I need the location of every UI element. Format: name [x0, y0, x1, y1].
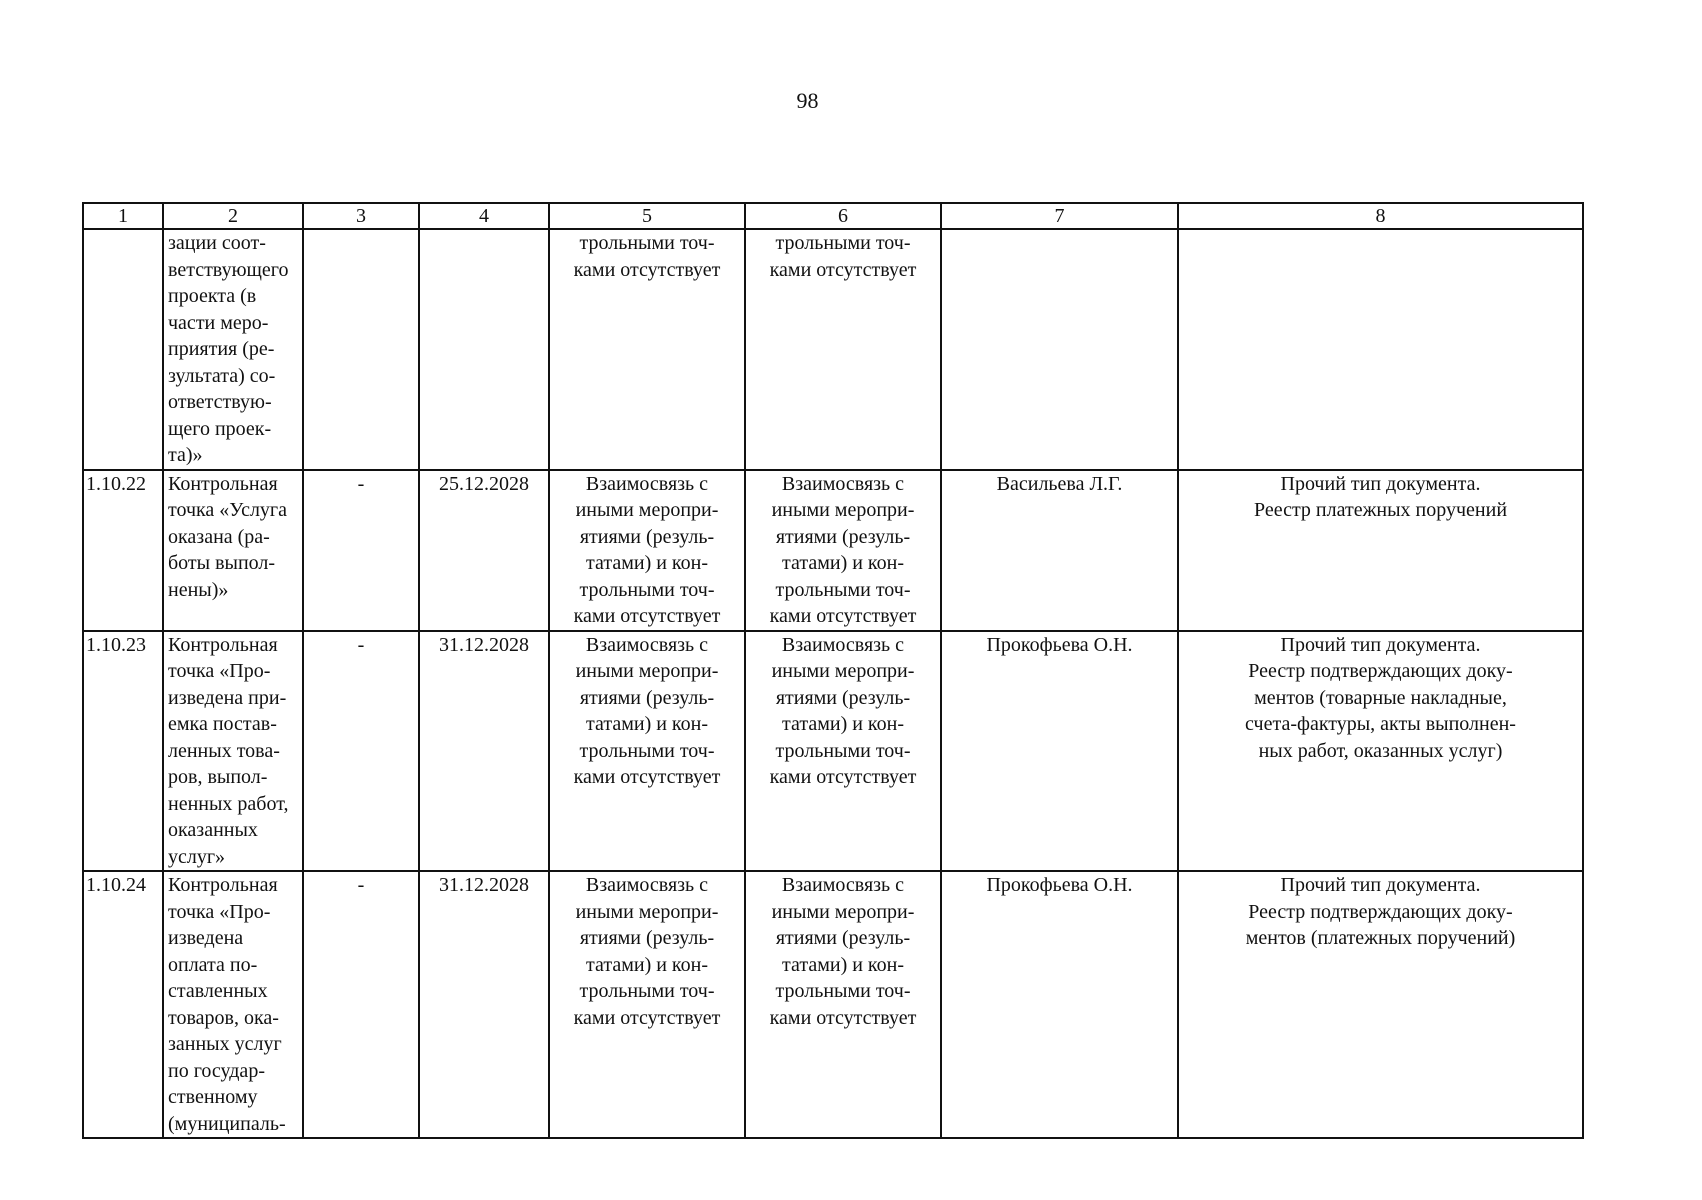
confirming-document: Прочий тип документа. Реестр подтверждающих доку- ментов (платежных поручений) — [1178, 871, 1583, 1138]
row-number — [83, 229, 163, 470]
deadline-date: 31.12.2028 — [419, 631, 549, 872]
predecessor: - — [303, 871, 419, 1138]
header-row — [83, 203, 1583, 229]
predecessor: - — [303, 470, 419, 631]
control-point-name: Контрольная точка «Про- изведена при- емка постав- ленных това- ров, выпол- ненных работ, оказанных услуг» — [163, 631, 303, 872]
relation-text-5: Взаимосвязь с иными меропри- ятиями (резуль- татами) и кон- трольными точ- ками отсутствует — [549, 470, 745, 631]
deadline-date: 25.12.2028 — [419, 470, 549, 631]
page-number: 98 — [796, 88, 819, 113]
relation-text-6: Взаимосвязь с иными меропри- ятиями (резуль- татами) и кон- трольными точ- ками отсутствует — [745, 470, 941, 631]
row-number: 1.10.24 — [83, 871, 163, 1138]
header-col-1: 1 — [83, 203, 163, 229]
header-col-5: 5 — [549, 203, 745, 229]
relation-text-5: Взаимосвязь с иными меропри- ятиями (резуль- татами) и кон- трольными точ- ками отсутствует — [549, 631, 745, 872]
header-col-6: 6 — [745, 203, 941, 229]
relation-text-6: Взаимосвязь с иными меропри- ятиями (резуль- татами) и кон- трольными точ- ками отсутствует — [745, 631, 941, 872]
header-col-2: 2 — [163, 203, 303, 229]
responsible-person: Прокофьева О.Н. — [941, 871, 1178, 1138]
row-number: 1.10.23 — [83, 631, 163, 872]
confirming-document — [1178, 229, 1583, 470]
relation-text-5: Взаимосвязь с иными меропри- ятиями (резуль- татами) и кон- трольными точ- ками отсутствует — [549, 871, 745, 1138]
relation-text-5: трольными точ- ками отсутствует — [549, 229, 745, 470]
header-col-4: 4 — [419, 203, 549, 229]
control-point-name: Контрольная точка «Услуга оказана (ра- боты выпол- нены)» — [163, 470, 303, 631]
control-points-table — [82, 202, 1584, 1139]
predecessor — [303, 229, 419, 470]
table-row — [83, 470, 1583, 631]
responsible-person: Васильева Л.Г. — [941, 470, 1178, 631]
control-point-name: Контрольная точка «Про- изведена оплата по- ставленных товаров, ока- занных услуг по государ- ственному (муниципаль- — [163, 871, 303, 1138]
table-row — [83, 631, 1583, 872]
deadline-date: 31.12.2028 — [419, 871, 549, 1138]
relation-text-6: Взаимосвязь с иными меропри- ятиями (резуль- татами) и кон- трольными точ- ками отсутствует — [745, 871, 941, 1138]
control-point-name: зации соот- ветствующего проекта (в части меро- приятия (ре- зультата) со- ответствую- щего проек- та)» — [163, 229, 303, 470]
responsible-person: Прокофьева О.Н. — [941, 631, 1178, 872]
predecessor: - — [303, 631, 419, 872]
confirming-document: Прочий тип документа. Реестр платежных поручений — [1178, 470, 1583, 631]
deadline-date — [419, 229, 549, 470]
header-col-3: 3 — [303, 203, 419, 229]
confirming-document: Прочий тип документа. Реестр подтверждающих доку- ментов (товарные накладные, счета-фактуры, акты выполнен- ных работ, оказанных услуг) — [1178, 631, 1583, 872]
header-col-8: 8 — [1178, 203, 1583, 229]
responsible-person — [941, 229, 1178, 470]
table-row — [83, 229, 1583, 470]
row-number: 1.10.22 — [83, 470, 163, 631]
header-col-7: 7 — [941, 203, 1178, 229]
relation-text-6: трольными точ- ками отсутствует — [745, 229, 941, 470]
table-row — [83, 871, 1583, 1138]
